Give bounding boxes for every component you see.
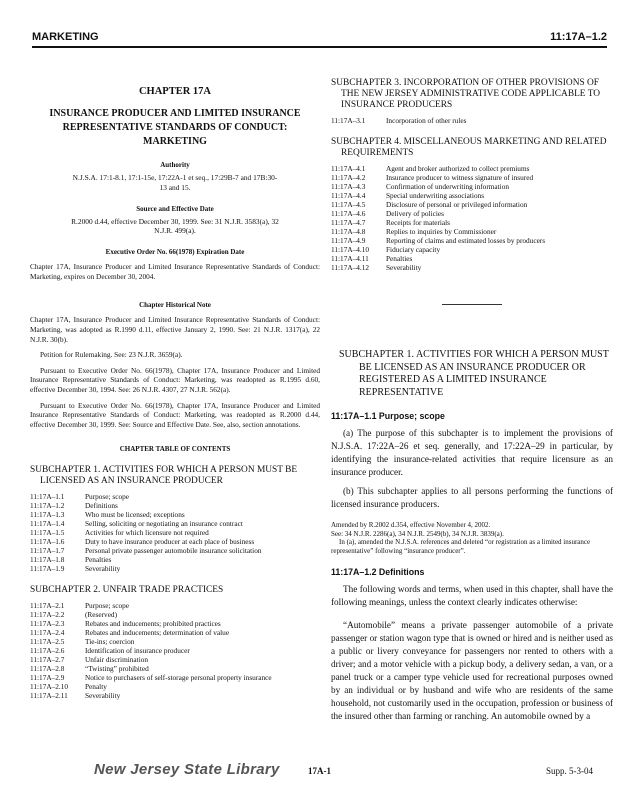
toc-entry [30,646,272,655]
toc-entry-title: Activities for which licensure not required [85,528,209,538]
toc-entry [30,664,272,673]
toc-entry-number: 11:17A–1.8 [30,555,65,565]
subchapter-1-heading: SUBCHAPTER 1. ACTIVITIES FOR WHICH A PERSON MUST BE LICENSED AS AN INSURANCE PRODUCER OR REGISTERED AS A LIMITED INSURANCE REPRESENTATIVE [339,349,609,398]
toc-entry-title: Unfair discrimination [85,655,149,665]
chapter-title: INSURANCE PRODUCER AND LIMITED INSURANCE REPRESENTATIVE STANDARDS OF CONDUCT: MARKETING [49,108,301,147]
toc-entry [30,528,262,537]
toc-subchapter-title: SUBCHAPTER 3. INCORPORATION OF OTHER PROVISIONS OF THE NEW JERSEY ADMINISTRATIVE CODE APPLICABLE TO INSURANCE PRODUCERS [331,78,601,110]
toc-entry [331,263,545,272]
authority-heading: Authority [160,161,190,169]
historical-note-paragraph: Petition for Rulemaking. See: 23 N.J.R. 3659(a). [40,350,183,360]
toc-entry-title: Disclosure of personal or privileged information [386,200,528,209]
toc-entry [30,682,272,691]
toc-entry-title: Identification of insurance producer [85,646,190,656]
historical-note-paragraph: Chapter 17A, Insurance Producer and Limited Insurance Representative Standards of Conduct: Marketing, was adopted as R.1990 d.11, effective January 2, 1990. See: 21 N.J.R. 1317(a), 22 N.J.R. 30(b). [30,315,320,344]
toc-entry-number: 11:17A–2.7 [30,655,65,665]
section-1-2-heading: 11:17A–1.2 Definitions [331,567,425,578]
right-column [331,78,613,723]
toc-entry [30,501,262,510]
toc-entry-title: Rebates and inducements; determination of value [85,628,230,638]
toc-entry-title: Receipts for materials [386,218,451,227]
toc-section-list [30,601,272,700]
toc-entry-title: Penalties [386,254,413,263]
toc-entry-title: Rebates and inducements; prohibited practices [85,619,221,629]
toc-entry-number: 11:17A–3.1 [331,116,366,125]
table-of-contents [30,465,320,700]
toc-entry [331,209,545,218]
toc-entry-number: 11:17A–2.3 [30,619,65,629]
historical-note-heading: Chapter Historical Note [139,301,211,310]
toc-entry-title: Notice to purchasers of self-storage personal property insurance [85,673,272,683]
toc-entry-title: Severability [85,691,121,701]
toc-entry-title: Duty to have insurance producer at each place of business [85,537,255,547]
toc-section-list [331,116,466,125]
toc-section-list [331,164,545,272]
toc-entry-title: Who must be licensed; exceptions [85,510,185,520]
toc-entry-number: 11:17A–1.1 [30,492,65,502]
toc-entry [30,610,272,619]
amendment-note [331,521,613,555]
toc-entry-number: 11:17A–4.12 [331,263,370,272]
toc-entry-title: (Reserved) [85,610,118,620]
toc-entry-number: 11:17A–2.6 [30,646,65,656]
toc-entry [30,673,272,682]
toc-entry-title: Delivery of policies [386,209,444,218]
executive-order-heading: Executive Order No. 66(1978) Expiration Date [105,248,245,257]
toc-entry-title: Severability [386,263,422,272]
toc-entry-title: Severability [85,564,121,574]
toc-entry-number: 11:17A–1.9 [30,564,65,574]
toc-entry [331,227,545,236]
toc-entry [30,564,262,573]
toc-subchapter-title: SUBCHAPTER 4. MISCELLANEOUS MARKETING AND RELATED REQUIREMENTS [331,137,607,158]
table-of-contents-continued [331,78,613,272]
toc-entry-title: Confirmation of underwriting information [386,182,510,191]
toc-entry-number: 11:17A–4.6 [331,209,366,218]
toc-entry [30,655,272,664]
amendment-line: See: 34 N.J.R. 2286(a), 34 N.J.R. 2549(b), 34 N.J.R. 3839(a). [331,529,504,538]
toc-entry [30,555,262,564]
toc-entry-number: 11:17A–4.5 [331,200,366,209]
toc-entry [30,691,272,700]
toc-entry-title: Replies to inquiries by Commissioner [386,227,497,236]
supplement-date: Supp. 5-3-04 [546,766,593,776]
section-divider [442,304,502,305]
toc-entry-title: Definitions [85,501,118,511]
toc-entry-number: 11:17A–2.5 [30,637,65,647]
definitions-intro: The following words and terms, when used in this chapter, shall have the following meanings, unless the context clearly indicates otherwise: [331,584,613,608]
running-header [32,30,607,48]
historical-note [30,315,320,429]
toc-entry-number: 11:17A–1.2 [30,501,65,511]
toc-entry-number: 11:17A–4.2 [331,173,366,182]
header-section-title: MARKETING [32,31,99,43]
amendment-line: In (a), amended the N.J.S.A. references and deleted “or registration as a limited insurance representative” following “insurance producer”. [331,538,591,555]
toc-entry [30,510,262,519]
toc-entry-title: Agent and broker authorized to collect premiums [386,164,530,173]
toc-entry-number: 11:17A–4.10 [331,245,370,254]
toc-entry [331,254,545,263]
toc-entry-number: 11:17A–2.11 [30,691,68,701]
toc-entry [331,164,545,173]
definition-automobile: “Automobile” means a private passenger automobile of a private passenger or station wagon type that is owned or hired and is neither used as a public or livery conveyance for passengers nor rented to others with a driver; and a motor vehicle with a pickup body, a delivery sedan, a van, or a panel truck or a camper type vehicle used for recreational purposes owned by an individual or by husband and wife who are residents of the same household, not customarily used in the occupation, profession or business of the insured other than farming or ranching. An automobile owned by a [331,620,613,722]
toc-entry-number: 11:17A–4.7 [331,218,366,227]
header-rule-number: 11:17A–1.2 [550,31,607,43]
toc-entry-title: Personal private passenger automobile insurance solicitation [85,546,262,556]
toc-entry [30,601,272,610]
toc-entry [331,236,545,245]
toc-entry [30,519,262,528]
toc-entry [30,619,272,628]
source-text: R.2000 d.44, effective December 30, 1999. See: 31 N.J.R. 3583(a), 32 N.J.R. 499(a). [71,216,279,236]
toc-entry-title: “Twisting” prohibited [85,664,149,674]
toc-entry [331,173,545,182]
toc-subchapter-title: SUBCHAPTER 1. ACTIVITIES FOR WHICH A PERSON MUST BE LICENSED AS AN INSURANCE PRODUCER [30,465,298,487]
toc-entry [30,492,262,501]
toc-entry-title: Reporting of claims and estimated losses by producers [386,236,546,245]
historical-note-paragraph: Pursuant to Executive Order No. 66(1978), Chapter 17A, Insurance Producer and Limited Insurance Representative Standards of Conduct: Marketing, was readopted as R.2000 d.44, effective December 30, 1999. See: Source and Effective Date. See, also, section annotations. [30,400,320,429]
toc-entry [30,628,272,637]
toc-entry-number: 11:17A–2.8 [30,664,65,674]
section-1-1-paragraph-b: (b) This subchapter applies to all persons performing the functions of licensed insurance producers. [331,486,613,509]
toc-entry-title: Incorporation of other rules [386,116,467,125]
toc-entry-number: 11:17A–4.4 [331,191,366,200]
toc-entry-number: 11:17A–4.1 [331,164,366,173]
toc-entry-number: 11:17A–1.7 [30,546,65,556]
toc-entry-title: Fiduciary capacity [386,245,441,254]
authority-text: N.J.S.A. 17:1-8.1, 17:1-15e, 17:22A-1 et seq., 17:29B-7 and 17B:30-13 and 15. [72,173,278,192]
left-column [30,78,320,700]
toc-entry [331,116,466,125]
chapter-number: CHAPTER 17A [138,86,212,97]
toc-entry [30,546,262,555]
toc-entry-title: Tie-ins; coercion [85,637,135,647]
source-heading: Source and Effective Date [136,204,214,213]
toc-entry [331,191,545,200]
toc-entry-number: 11:17A–1.6 [30,537,65,547]
toc-entry-title: Purpose; scope [85,492,129,502]
toc-entry-number: 11:17A–2.1 [30,601,65,611]
section-1-1-paragraph-a: (a) The purpose of this subchapter is to implement the provisions of N.J.S.A. 17:22A–26 et seq. generally, and 17:22A–29 in particular, by identifying the insurance-related activities that require licensure as an insurance producer. [331,428,613,477]
toc-entry [331,245,545,254]
toc-subchapter-title: SUBCHAPTER 2. UNFAIR TRADE PRACTICES [30,585,224,596]
historical-note-paragraph: Pursuant to Executive Order No. 66(1978), Chapter 17A, Insurance Producer and Limited Insurance Representative Standards of Conduct: Marketing, was readopted as R.1995 d.60, effective December 30, 1994. See: 26 N.J.R. 4307, 27 N.J.R. 562(a). [30,365,320,394]
toc-entry-number: 11:17A–2.2 [30,610,65,620]
toc-entry-title: Selling, soliciting or negotiating an insurance contract [85,519,243,529]
toc-entry [331,200,545,209]
library-stamp: New Jersey State Library [94,761,280,778]
executive-order-text: Chapter 17A, Insurance Producer and Limited Insurance Representative Standards of Conduct: Marketing, expires on December 30, 2004. [30,262,320,281]
amendment-line: Amended by R.2002 d.354, effective November 4, 2002. [331,521,491,529]
toc-entry-title: Insurance producer to witness signature of insured [386,173,534,182]
toc-entry-number: 11:17A–1.4 [30,519,65,529]
toc-entry-number: 11:17A–2.10 [30,682,69,692]
toc-section-list [30,492,262,573]
toc-entry-number: 11:17A–1.5 [30,528,65,538]
toc-entry-number: 11:17A–4.11 [331,254,369,263]
toc-entry-title: Purpose; scope [85,601,129,611]
toc-entry [30,537,262,546]
toc-entry-number: 11:17A–2.4 [30,628,65,638]
toc-entry-number: 11:17A–2.9 [30,673,65,683]
toc-entry-number: 11:17A–1.3 [30,510,65,520]
section-1-1-heading: 11:17A–1.1 Purpose; scope [331,411,445,421]
toc-entry-number: 11:17A–4.3 [331,182,366,191]
toc-entry-number: 11:17A–4.9 [331,236,366,245]
page-number: 17A-1 [308,766,331,776]
toc-entry [331,218,545,227]
toc-heading: CHAPTER TABLE OF CONTENTS [119,445,231,454]
toc-entry-title: Special underwriting associations [386,191,485,200]
toc-entry-title: Penalty [85,682,107,692]
toc-entry-title: Penalties [85,555,112,565]
toc-entry-number: 11:17A–4.8 [331,227,366,236]
toc-entry [331,182,545,191]
toc-entry [30,637,272,646]
